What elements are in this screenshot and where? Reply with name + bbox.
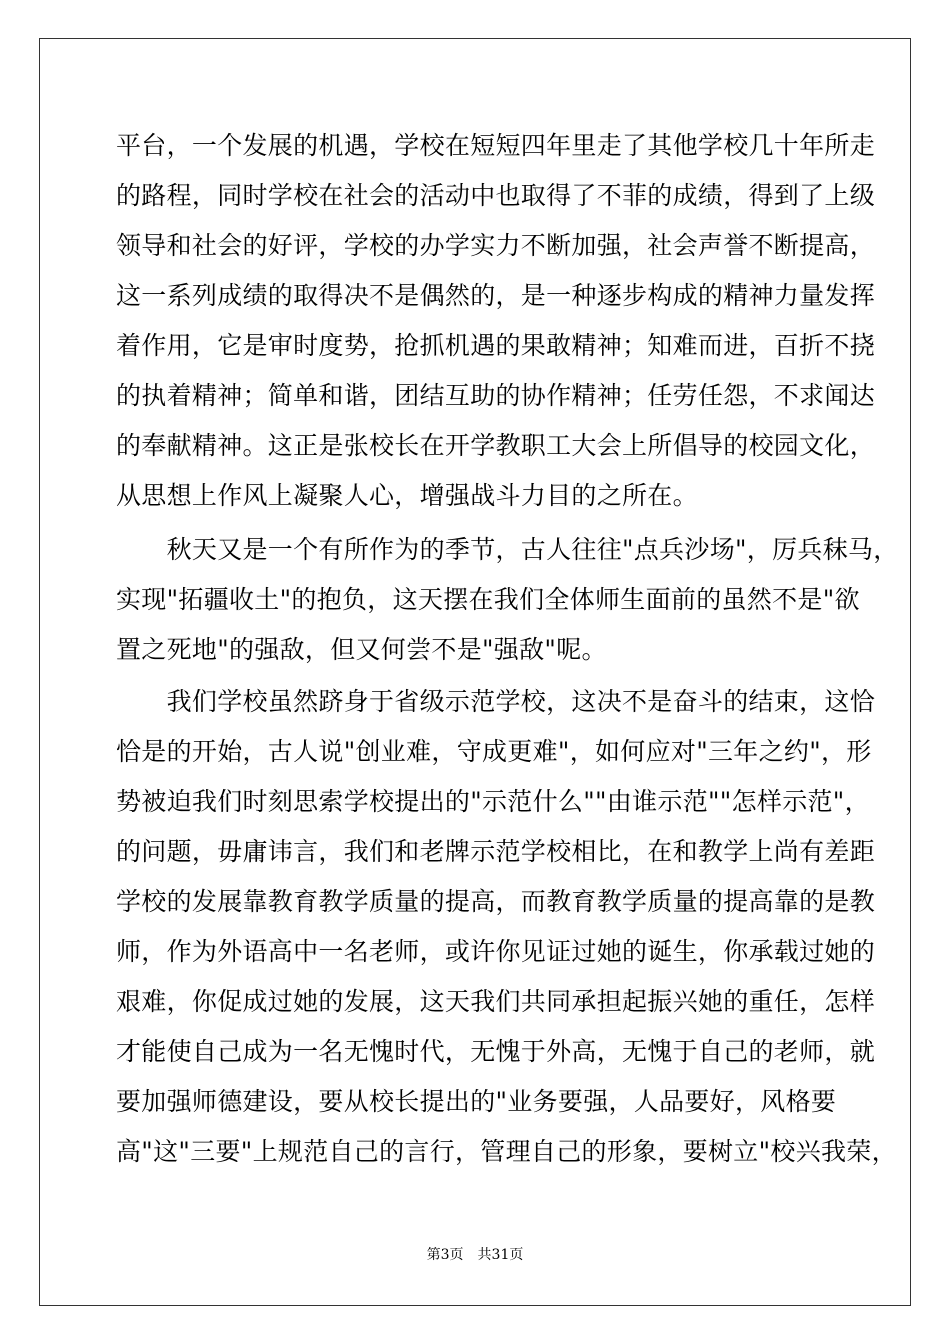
text-line: 着作用，它是审时度势，抢抓机遇的果敢精神；知难而进，百折不挠 (116, 331, 876, 360)
text-line: 艰难，你促成过她的发展，这天我们共同承担起振兴她的重任，怎样 (116, 987, 876, 1016)
text-line: 的执着精神；简单和谐，团结互助的协作精神；任劳任怨，不求闻达 (116, 381, 876, 410)
text-line: 领导和社会的好评，学校的办学实力不断加强，社会声誉不断提高， (116, 231, 876, 260)
text-line: 学校的发展靠教育教学质量的提高，而教育教学质量的提高靠的是教 (116, 887, 876, 916)
text-line: 势被迫我们时刻思索学校提出的"示范什么""由谁示范""怎样示范"， (116, 787, 870, 816)
text-line: 置之死地"的强敌，但又何尝不是"强敌"呢。 (116, 635, 607, 664)
text-line: 秋天又是一个有所作为的季节，古人往往"点兵沙场"，厉兵秣马， (116, 535, 899, 564)
text-line: 从思想上作风上凝聚人心，增强战斗力目的之所在。 (116, 481, 698, 510)
text-line: 高"这"三要"上规范自己的言行，管理自己的形象，要树立"校兴我荣， (116, 1137, 897, 1166)
text-line: 的奉献精神。这正是张校长在开学教职工大会上所倡导的校园文化， (116, 431, 876, 460)
text-line: 平台，一个发展的机遇，学校在短短四年里走了其他学校几十年所走 (116, 131, 876, 160)
text-line: 我们学校虽然跻身于省级示范学校，这决不是奋斗的结束，这恰 (116, 687, 876, 716)
text-line: 恰是的开始，古人说"创业难，守成更难"，如何应对"三年之约"，形 (116, 737, 872, 766)
page-number: 第3页 共31页 (426, 1247, 524, 1263)
text-line: 才能使自己成为一名无愧时代，无愧于外高，无愧于自己的老师，就 (116, 1037, 876, 1066)
text-line: 的问题，毋庸讳言，我们和老牌示范学校相比，在和教学上尚有差距 (116, 837, 876, 866)
text-line: 师，作为外语高中一名老师，或许你见证过她的诞生，你承载过她的 (116, 937, 876, 966)
text-line: 的路程，同时学校在社会的活动中也取得了不菲的成绩，得到了上级 (116, 181, 876, 210)
text-line: 要加强师德建设，要从校长提出的"业务要强，人品要好，风格要 (116, 1087, 837, 1116)
text-line: 实现"拓疆收土"的抱负，这天摆在我们全体师生面前的虽然不是"欲 (116, 585, 860, 614)
text-line: 这一系列成绩的取得决不是偶然的，是一种逐步构成的精神力量发挥 (116, 281, 876, 310)
